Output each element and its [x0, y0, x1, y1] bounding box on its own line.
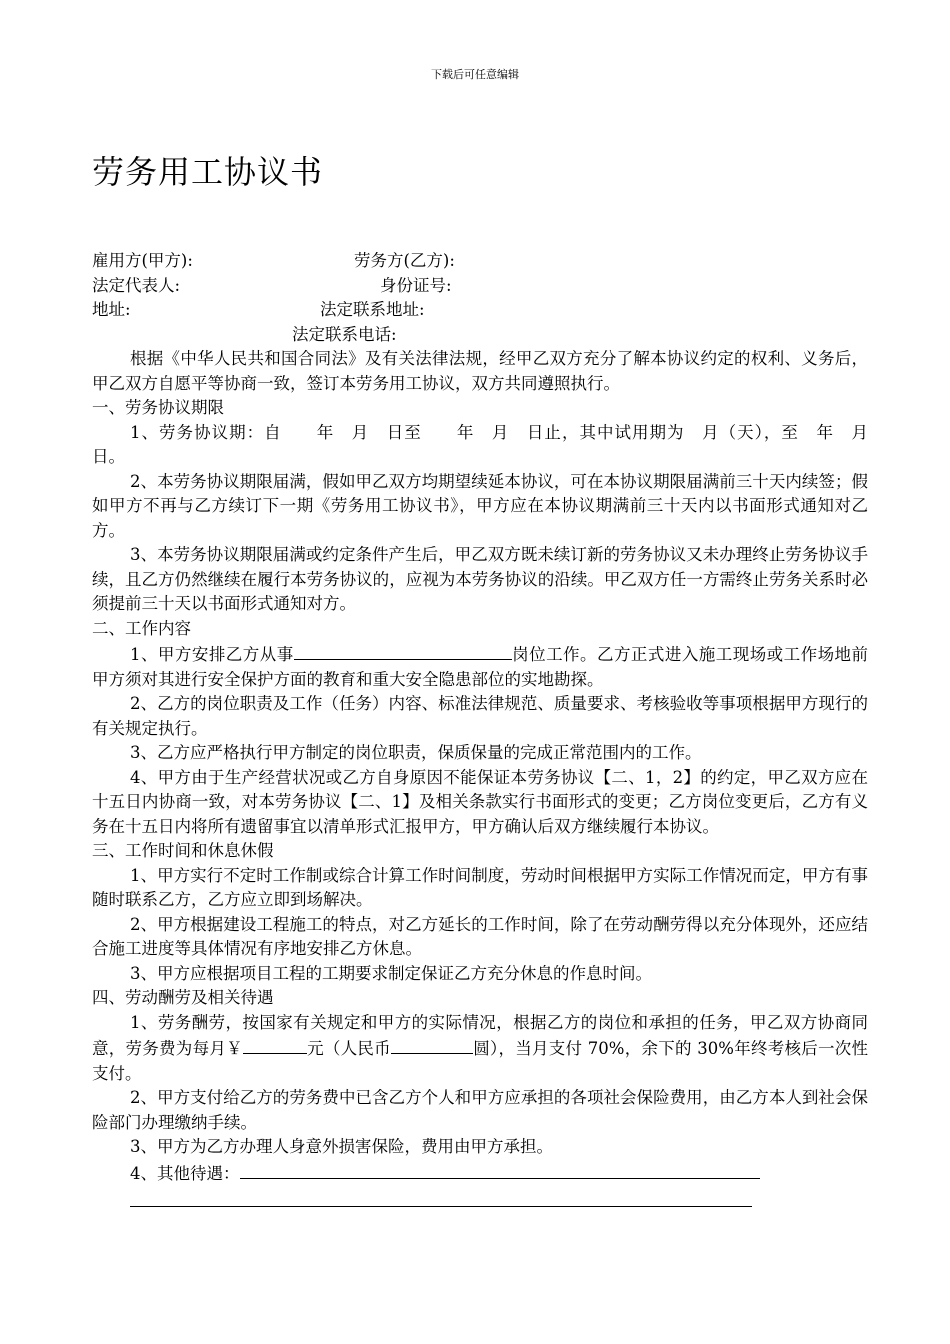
party-row-3 [92, 298, 868, 323]
section-2-heading: 二、工作内容 [92, 618, 191, 638]
contact-address-label: 法定联系地址: [320, 300, 425, 319]
section-4-item-1 [92, 1011, 868, 1087]
address-label: 地址: [92, 300, 131, 319]
party-row-2 [92, 274, 868, 299]
document-title: 劳务用工协议书 [92, 153, 324, 191]
worker-label: 劳务方(乙方): [354, 251, 455, 270]
document-body [92, 249, 885, 1207]
section-4-item-4-label: 4、其他待遇： [130, 1163, 240, 1183]
section-4-item-4 [92, 1160, 868, 1187]
section-2-item-1 [92, 641, 868, 692]
legal-rep-label: 法定代表人: [92, 275, 181, 295]
employer-label: 雇用方(甲方): [92, 251, 193, 270]
section-2-item-2: 2、乙方的岗位职责及工作（任务）内容、标准法律规范、质量要求、考核验收等事项根据甲方现行的有关规定执行。 [92, 694, 868, 738]
section-3-item-1: 1、甲方实行不定时工作制或综合计算工作时间制度，劳动时间根据甲方实际工作情况而定，甲方有事随时联系乙方，乙方应立即到场解决。 [92, 865, 868, 909]
other-benefits-blank [240, 1160, 760, 1179]
section-4-item-1-mid: 元（人民币 [306, 1039, 391, 1058]
section-1-item-1: 1、劳务协议期：自 年 月 日至 年 月 日止，其中试用期为 月（天），至 年 月 日。 [92, 422, 885, 466]
section-2-item-1-lead: 1、甲方安排乙方从事 [130, 645, 294, 664]
section-3-item-2: 2、甲方根据建设工程施工的特点，对乙方延长的工作时间，除了在劳动酬劳得以充分体现外，还应结合施工进度等具体情况有序地安排乙方休息。 [92, 914, 868, 958]
monthly-fee-blank [243, 1035, 307, 1054]
rmb-amount-blank [391, 1035, 473, 1054]
section-1-item-2: 2、本劳务协议期限届满，假如甲乙双方均期望续延本协议，可在本协议期限届满前三十天内续签；假如甲方不再与乙方续订下一期《劳务用工协议书》，甲方应在本协议期满前三十天内以书面形式通知对乙方。 [92, 471, 868, 540]
section-4-item-1-rest: 圆），当月支付 70%，余下的 30%年终考核后一次性支付。 [92, 1039, 869, 1083]
section-4-item-1-lead: 1、劳务酬劳，按国家有关规定和甲方的实际情况，根据乙方的岗位和承担的任务，甲乙双方协商同意，劳务费为每月￥ [92, 1012, 868, 1058]
intro-paragraph: 根据《中华人民共和国合同法》及有关法律法规，经甲乙双方充分了解本协议约定的权利、义务后，甲乙双方自愿平等协商一致，签订本劳务用工协议，双方共同遵照执行。 [92, 349, 868, 393]
contact-phone-label: 法定联系电话: [292, 324, 397, 344]
section-3-item-3: 3、甲方应根据项目工程的工期要求制定保证乙方充分休息的作息时间。 [130, 963, 652, 983]
section-3-heading: 三、工作时间和休息休假 [92, 841, 274, 860]
section-2-item-1-rest: 岗位工作。乙方正式进入施工现场或工作场地前甲方须对其进行安全保护方面的教育和重大安全隐患部位的实地勘探。 [92, 645, 869, 689]
section-2-item-3: 3、乙方应严格执行甲方制定的岗位职责，保质保量的完成正常范围内的工作。 [130, 743, 702, 762]
section-4-item-2: 2、甲方支付给乙方的劳务费中已含乙方个人和甲方应承担的各项社会保险费用，由乙方本人到社会保险部门办理缴纳手续。 [92, 1088, 868, 1132]
id-number-label: 身份证号: [380, 275, 452, 295]
position-blank [294, 641, 512, 660]
section-1-item-3: 3、本劳务协议期限届满或约定条件产生后，甲乙双方既未续订新的劳务协议又未办理终止劳务协议手续，且乙方仍然继续在履行本劳务协议的，应视为本劳务协议的沿续。甲乙双方任一方需终止劳务关系时必须提前三十天以书面形式通知对方。 [92, 545, 868, 613]
header-note: 下载后可任意编辑 [431, 68, 519, 81]
party-row-1 [92, 249, 868, 274]
section-4-heading: 四、劳动酬劳及相关待遇 [92, 988, 274, 1007]
section-2-item-4: 4、甲方由于生产经营状况或乙方自身原因不能保证本劳务协议【二、1，2】的约定，甲乙双方应在十五日内协商一致，对本劳务协议【二、1】及相关条款实行书面形式的变更；乙方岗位变更后，乙方有义务在十五日内将所有遗留事宜以清单形式汇报甲方，甲方确认后双方继续履行本协议。 [92, 767, 868, 836]
other-benefits-blank-line-2 [130, 1186, 752, 1207]
section-4-item-3: 3、甲方为乙方办理人身意外损害保险，费用由甲方承担。 [130, 1137, 553, 1156]
party-row-4 [92, 323, 868, 348]
section-1-heading: 一、劳务协议期限 [92, 398, 224, 417]
